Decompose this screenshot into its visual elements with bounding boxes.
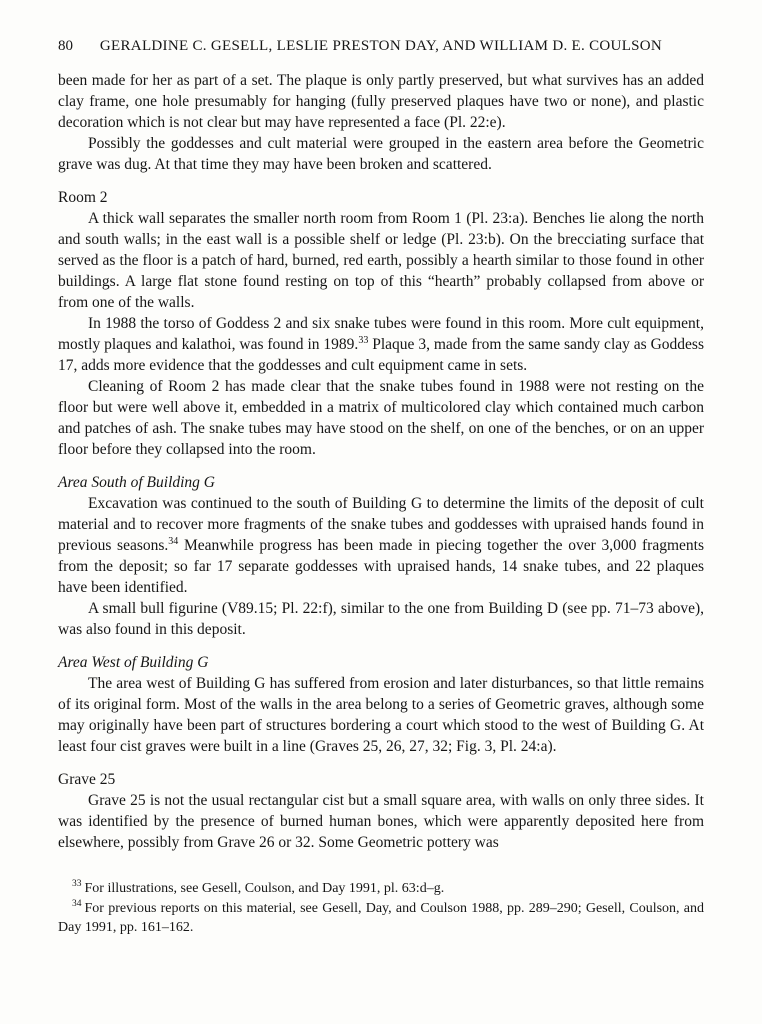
footnotes [58,879,704,938]
footnote-33 [58,879,704,899]
section-heading-grave-25: Grave 25 [58,771,116,788]
paragraph [58,313,704,376]
footnote-34 [58,899,704,938]
paragraph: The area west of Building G has suffered from erosion and later disturbances, so that little remains of its original form. Most of the walls in the area belong to a series of Geometric graves, although some may originally have been part of structures bordering a court which stood to the west of Building G. At least four cist graves were built in a line (Graves 25, 26, 27, 32; Fig. 3, Pl. 24:a). [58,675,704,755]
running-head-authors: GERALDINE C. GESELL, LESLIE PRESTON DAY, AND WILLIAM D. E. COULSON [99,38,663,54]
page-body [58,70,704,853]
paragraph: Grave 25 is not the usual rectangular cist but a small square area, with walls on only three sides. It was identified by the presence of burned human bones, which were apparently deposited here from elsewhere, possibly from Grave 26 or 32. Some Geometric pottery was [58,792,704,851]
section-heading-area-south: Area South of Building G [58,474,215,491]
paragraph: A small bull figurine (V89.15; Pl. 22:f), similar to the one from Building D (see pp. 71–73 above), was also found in this deposit. [58,600,704,638]
section-heading-area-west: Area West of Building G [58,654,209,671]
footnote-ref-33: 33 [358,334,369,346]
paragraph-text: Excavation was continued to the south of Building G to determine the limits of the deposit of cult material and to recover more fragments of the snake tubes and goddesses with upraised hands found in previous seasons. [58,495,704,554]
footnote-text: For previous reports on this material, see Gesell, Day, and Coulson 1988, pp. 289–290; Gesell, Coulson, and Day 1991, pp. 161–162. [58,900,704,935]
paragraph-text: Meanwhile progress has been made in piecing together the over 3,000 fragments from the deposit; so far 17 separate goddesses with upraised hands, 14 snake tubes, and 22 plaques have been identified. [58,537,704,596]
footnote-text: For illustrations, see Gesell, Coulson, and Day 1991, pl. 63:d–g. [84,881,445,896]
paragraph-text: In 1988 the torso of Goddess 2 and six snake tubes were found in this room. More cult equipment, mostly plaques and kalathoi, was found in 1989. [58,315,704,353]
paragraph: Cleaning of Room 2 has made clear that the snake tubes found in 1988 were not resting on the floor but were well above it, embedded in a matrix of multicolored clay which contained much carbon and patches of ash. The snake tubes may have stood on the shelf, on one of the benches, or on an upper floor before they collapsed into the room. [58,378,704,458]
page-number: 80 [58,38,73,54]
section-heading-room-2: Room 2 [58,189,108,206]
footnote-ref-34: 34 [168,535,179,547]
paragraph: Possibly the goddesses and cult material were grouped in the eastern area before the Geometric grave was dug. At that time they may have been broken and scattered. [58,135,704,173]
paragraph [58,493,704,598]
footnote-marker-33: 33 [72,879,82,890]
footnote-marker-34: 34 [72,898,82,909]
paragraph-continuation: been made for her as part of a set. The plaque is only partly preserved, but what survives has an added clay frame, one hole presumably for hanging (fully preserved plaques have two or none), and plastic decoration which is not clear but may have represented a face (Pl. 22:e). [58,72,704,131]
paragraph: A thick wall separates the smaller north room from Room 1 (Pl. 23:a). Benches lie along the north and south walls; in the east wall is a possible shelf or ledge (Pl. 23:b). On the brecciating surface that served as the floor is a patch of hard, burned, red earth, possibly a hearth similar to those found in other buildings. A large flat stone found resting on top of this “hearth” probably collapsed from above or from one of the walls. [58,210,704,311]
paragraph-text: Plaque 3, made from the same sandy clay as Goddess 17, adds more evidence that the goddesses and cult equipment came in sets. [58,336,704,374]
running-header [58,38,704,58]
